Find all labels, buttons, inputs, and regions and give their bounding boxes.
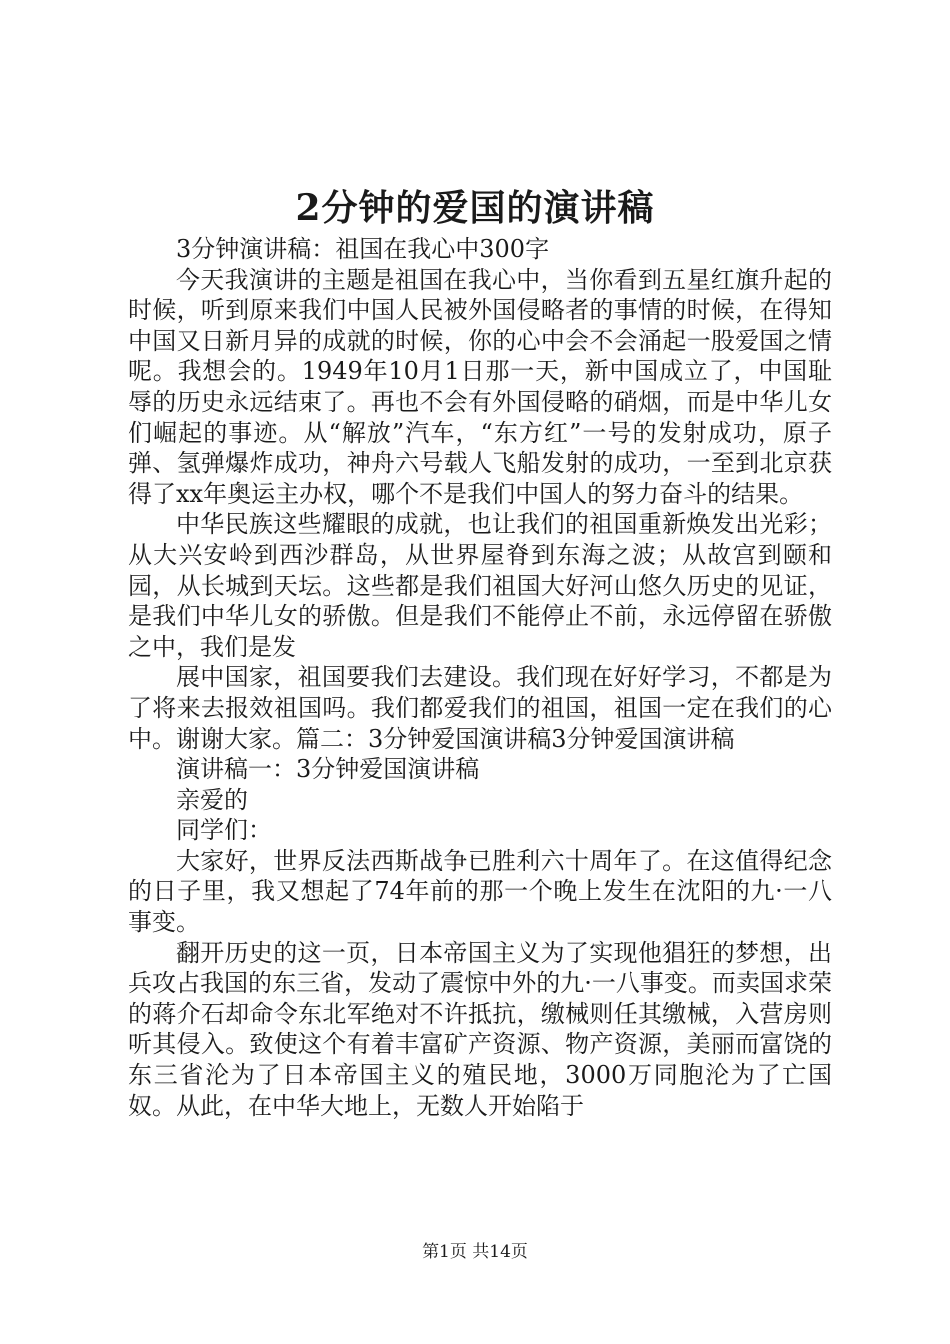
document-title: 2分钟的爱国的演讲稿 bbox=[295, 187, 655, 229]
paragraph: 翻开历史的这一页，日本帝国主义为了实现他猖狂的梦想，出兵攻占我国的东三省，发动了震惊中外的九·一八事变。而卖国求荣的蒋介石却命令东北军绝对不许抵抗，缴械则任其缴械，入营房则听其侵入。致使这个有着丰富矿产资源、物产资源，美丽而富饶的东三省沦为了日本帝国主义的殖民地，3000万同胞沦为了亡国奴。从此，在中华大地上，无数人开始陷于 bbox=[128, 938, 832, 1120]
document-body bbox=[128, 234, 832, 1121]
paragraph: 亲爱的 bbox=[176, 785, 248, 814]
paragraph: 中华民族这些耀眼的成就，也让我们的祖国重新焕发出光彩；从大兴安岭到西沙群岛，从世界屋脊到东海之波；从故宫到颐和园，从长城到天坛。这些都是我们祖国大好河山悠久历史的见证，是我们中华儿女的骄傲。但是我们不能停止不前，永远停留在骄傲之中，我们是发 bbox=[128, 510, 832, 661]
paragraph: 同学们： bbox=[176, 816, 272, 845]
paragraph: 展中国家，祖国要我们去建设。我们现在好好学习，不都是为了将来去报效祖国吗。我们都爱我们的祖国，祖国一定在我们的心中。谢谢大家。篇二：3分钟爱国演讲稿3分钟爱国演讲稿 bbox=[128, 663, 832, 753]
paragraph: 3分钟演讲稿：祖国在我心中300字 bbox=[176, 235, 550, 263]
paragraph: 今天我演讲的主题是祖国在我心中，当你看到五星红旗升起的时候，听到原来我们中国人民被外国侵略者的事情的时候，在得知中国又日新月异的成就的时候，你的心中会不会涌起一股爱国之情呢。我想会的。1949年10月1日那一天，新中国成立了，中国耻辱的历史永远结束了。再也不会有外国侵略的硝烟，而是中华儿女们崛起的事迹。从“解放”汽车，“东方红”一号的发射成功，原子弹、氢弹爆炸成功，神舟六号载人飞船发射的成功，一至到北京获得了xx年奥运主办权，哪个不是我们中国人的努力奋斗的结果。 bbox=[128, 265, 832, 508]
page-footer: 第1页 共14页 bbox=[422, 1242, 528, 1262]
paragraph: 演讲稿一：3分钟爱国演讲稿 bbox=[176, 755, 480, 784]
paragraph: 大家好，世界反法西斯战争已胜利六十周年了。在这值得纪念的日子里，我又想起了74年前的那一个晚上发生在沈阳的九·一八事变。 bbox=[128, 846, 832, 937]
